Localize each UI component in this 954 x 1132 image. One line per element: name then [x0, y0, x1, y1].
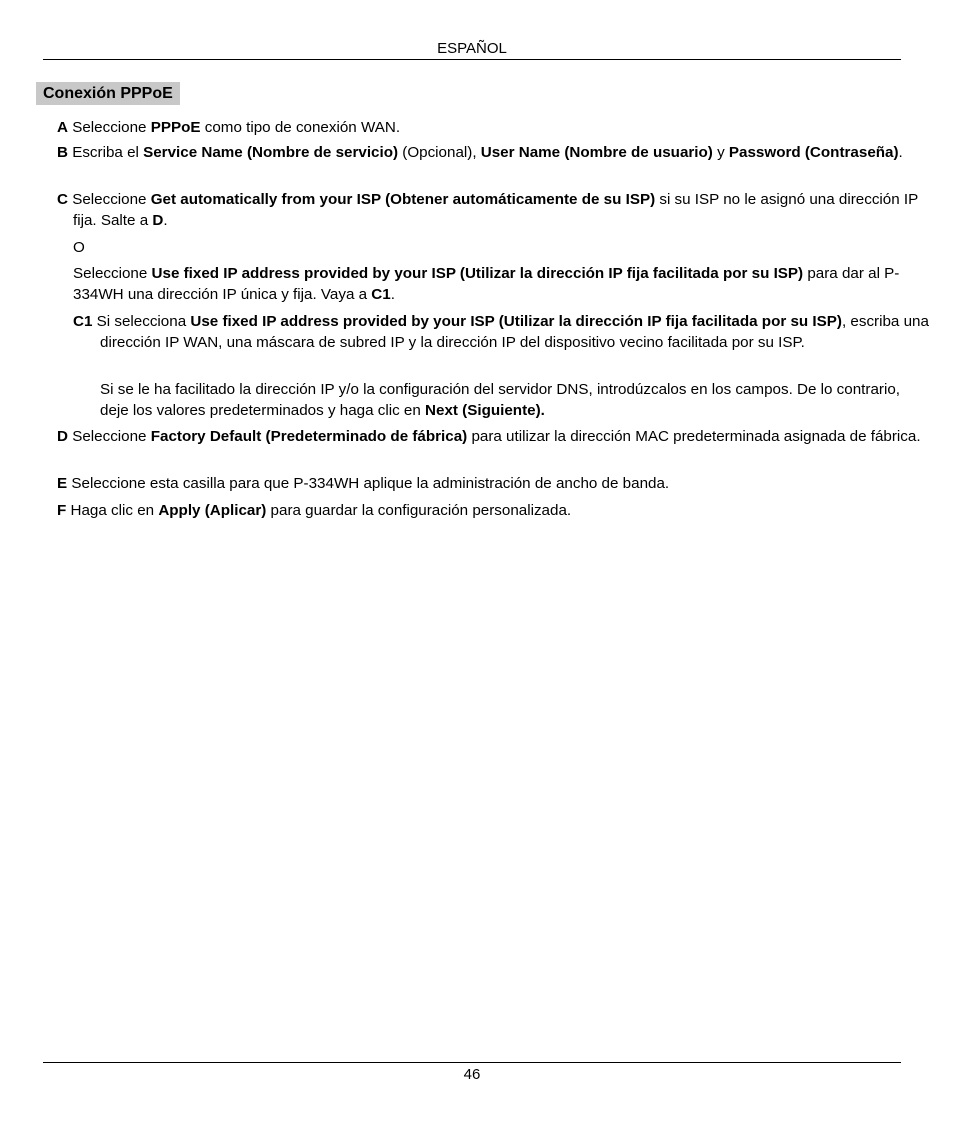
step-text: para guardar la configuración personalizada. [266, 502, 572, 519]
footer-divider [43, 1062, 901, 1063]
step-bold: Get automatically from your ISP (Obtener automáticamente de su ISP) [150, 191, 656, 208]
step-text: Si se le ha facilitado la dirección IP y/o la configuración del servidor DNS, introdúzcalos en los campos. De lo contrario, deje los valores predeterminados y haga clic en [100, 381, 900, 419]
step-f [57, 500, 923, 521]
step-e [57, 473, 923, 494]
step-or: O [73, 239, 85, 256]
step-letter: E [57, 475, 68, 492]
step-bold: Use fixed IP address provided by your ISP (Utilizar la dirección IP fija facilitada por su ISP) [190, 313, 842, 330]
step-c1-note [100, 379, 907, 421]
step-text: y [712, 144, 729, 161]
step-text: Si selecciona [96, 313, 191, 330]
step-bold: D [152, 212, 164, 229]
step-letter: C1 [73, 313, 93, 330]
step-bold: User Name (Nombre de usuario) [480, 144, 713, 161]
step-bold: Apply (Aplicar) [158, 502, 267, 519]
step-a [57, 117, 923, 138]
step-bold: PPPoE [150, 119, 201, 136]
step-text: Seleccione esta casilla para que P-334WH aplique la administración de ancho de banda. [71, 475, 670, 492]
step-letter: D [57, 428, 68, 445]
step-text: (Opcional), [398, 144, 481, 161]
step-letter: B [57, 144, 68, 161]
header-divider [43, 59, 901, 60]
step-text: Seleccione [72, 428, 151, 445]
step-text: Haga clic en [70, 502, 159, 519]
step-bold: Use fixed IP address provided by your ISP (Utilizar la dirección IP fija facilitada por su ISP) [151, 265, 804, 282]
step-text: , escriba una dirección IP WAN, una máscara de subred IP y la dirección IP del dispositivo vecino facilitada por su ISP. [100, 313, 929, 351]
step-bold: Password (Contraseña) [728, 144, 899, 161]
language-header: ESPAÑOL [437, 40, 507, 57]
step-text: . [163, 212, 168, 229]
step-text: para dar al P-334WH una dirección IP única y fija. Vaya a [73, 265, 900, 303]
step-text: Seleccione [72, 191, 151, 208]
step-c1 [73, 311, 934, 353]
step-letter: A [57, 119, 68, 136]
step-text: para utilizar la dirección MAC predeterminada asignada de fábrica. [467, 428, 921, 445]
step-bold: Next (Siguiente). [425, 402, 545, 419]
step-text: . [390, 286, 395, 303]
step-text: Seleccione [72, 119, 151, 136]
step-text: como tipo de conexión WAN. [200, 119, 401, 136]
step-bold: C1 [371, 286, 391, 303]
step-letter: F [57, 502, 67, 519]
step-bold: Service Name (Nombre de servicio) [143, 144, 399, 161]
step-text: . [898, 144, 903, 161]
step-c-alternative [73, 263, 907, 305]
step-text: Escriba el [72, 144, 144, 161]
step-b [57, 142, 923, 163]
step-d [57, 426, 923, 447]
section-title: Conexión PPPoE [36, 82, 180, 105]
step-letter: C [57, 191, 68, 208]
step-text: si su ISP no le asignó una dirección IP fija. Salte a [73, 191, 918, 229]
step-text: Seleccione [73, 265, 152, 282]
step-bold: Factory Default (Predeterminado de fábrica) [150, 428, 468, 445]
step-c [57, 189, 923, 231]
page-number: 46 [463, 1066, 481, 1083]
